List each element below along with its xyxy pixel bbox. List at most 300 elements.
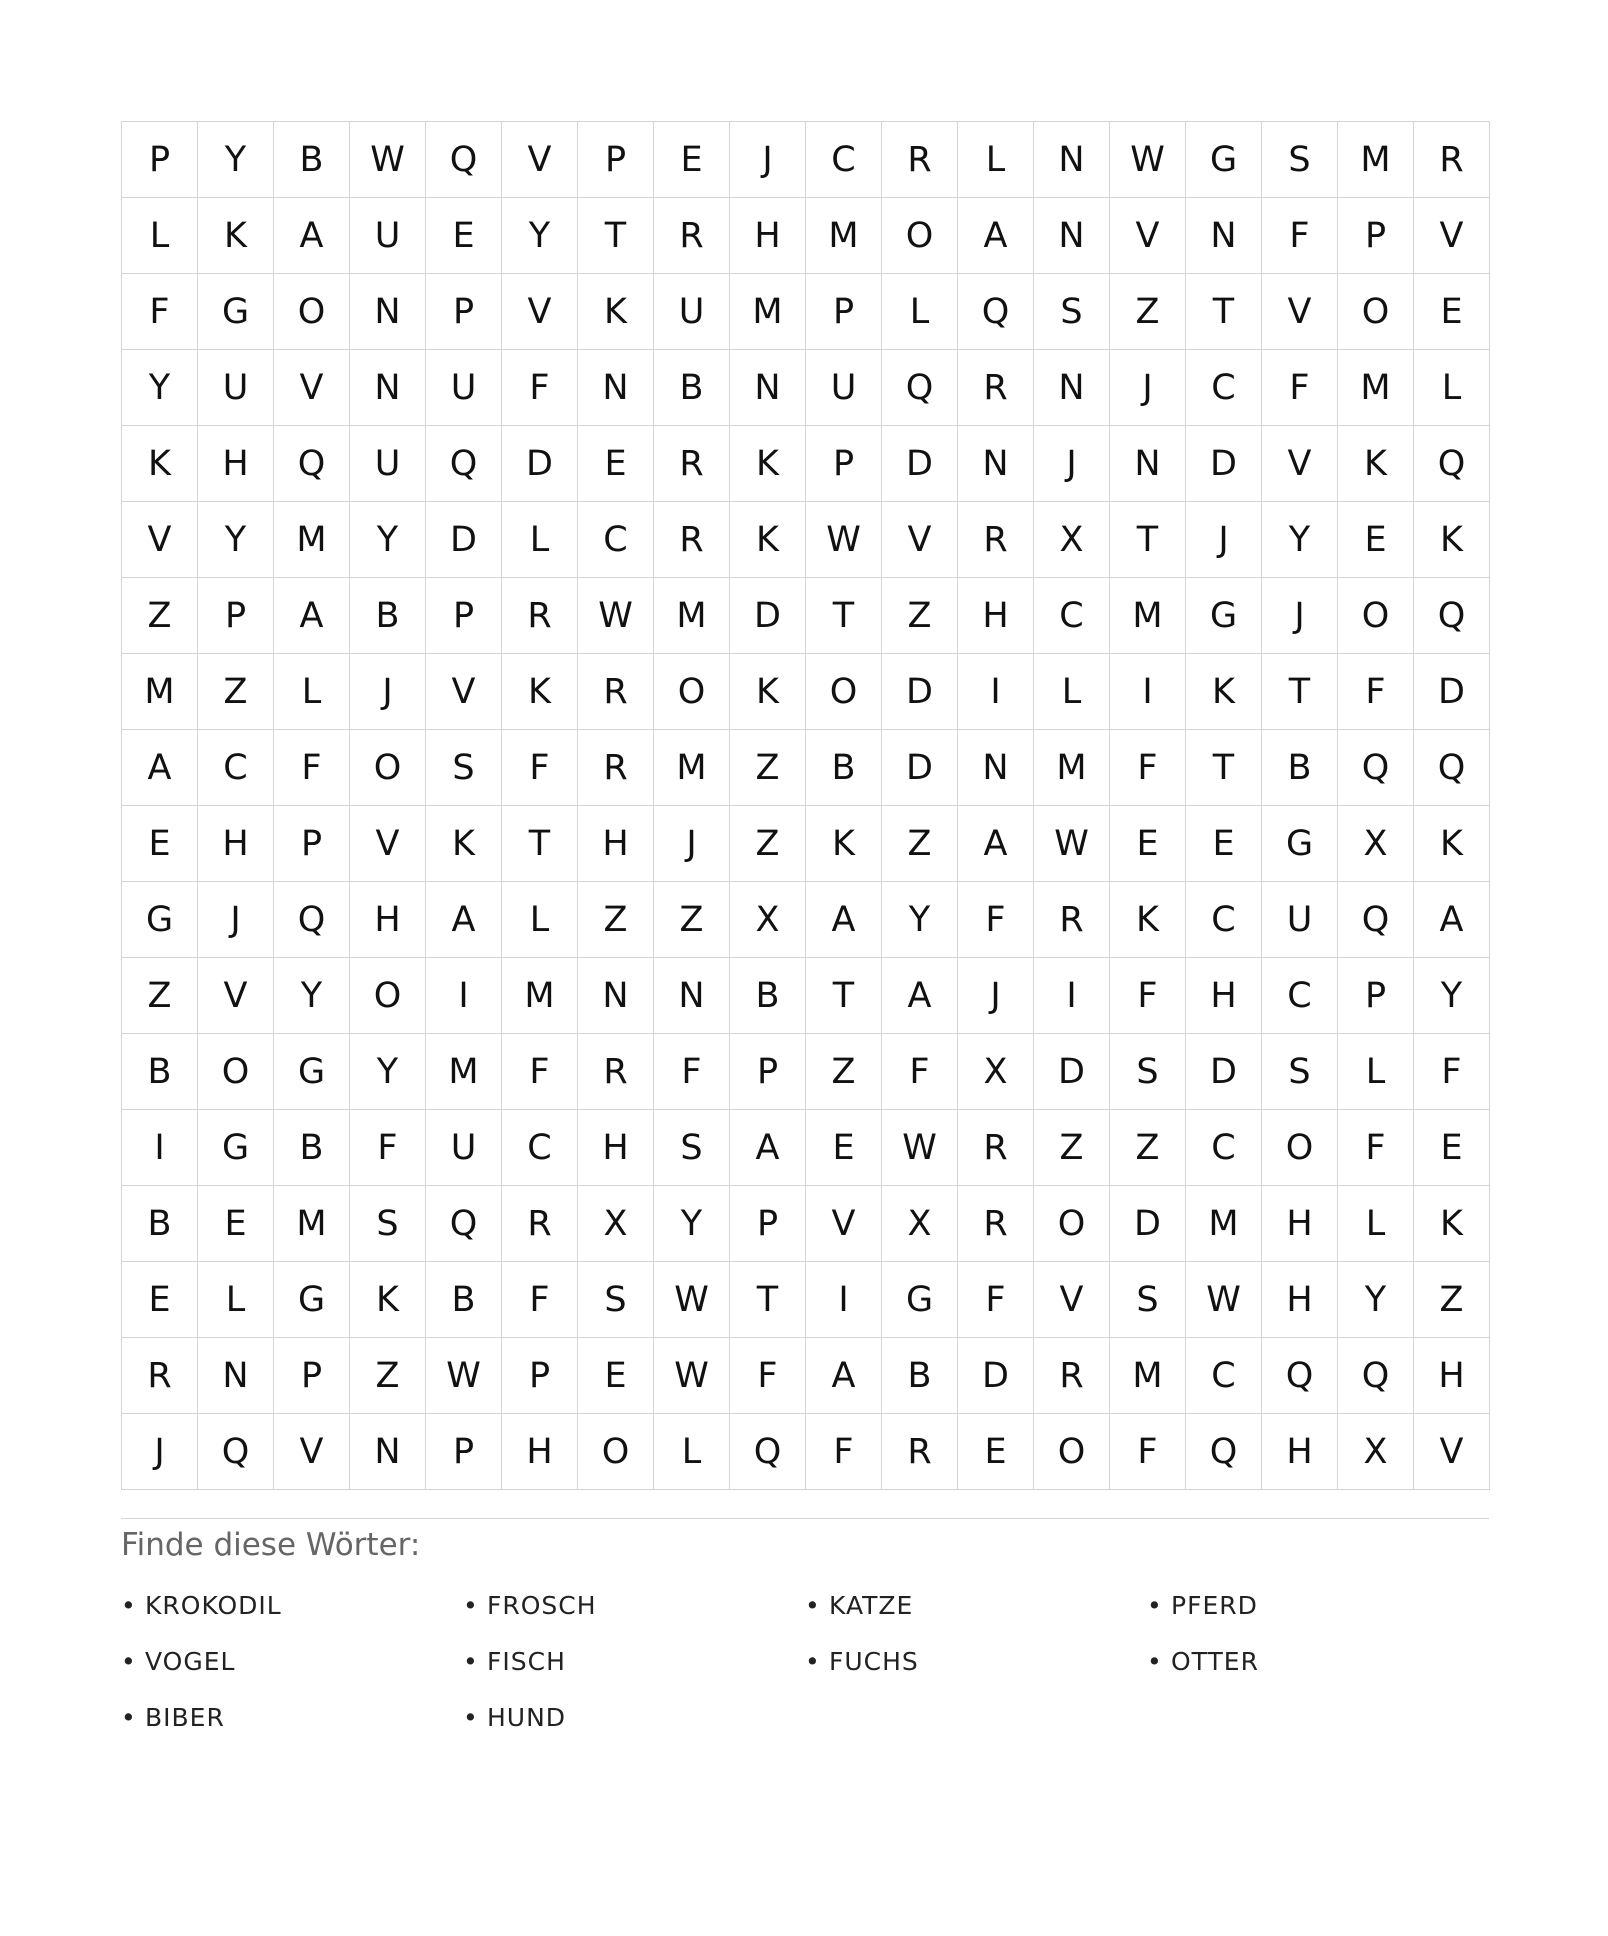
grid-cell[interactable]: X <box>1338 1414 1414 1490</box>
grid-cell[interactable]: A <box>426 882 502 958</box>
grid-cell[interactable]: W <box>1034 806 1110 882</box>
grid-cell[interactable]: V <box>198 958 274 1034</box>
grid-cell[interactable]: Q <box>1186 1414 1262 1490</box>
grid-cell[interactable]: K <box>122 426 198 502</box>
grid-cell[interactable]: E <box>1186 806 1262 882</box>
grid-cell[interactable]: H <box>730 198 806 274</box>
grid-cell[interactable]: V <box>350 806 426 882</box>
grid-cell[interactable]: V <box>1414 1414 1490 1490</box>
grid-cell[interactable]: Y <box>654 1186 730 1262</box>
grid-cell[interactable]: M <box>1034 730 1110 806</box>
grid-cell[interactable]: W <box>578 578 654 654</box>
grid-cell[interactable]: O <box>882 198 958 274</box>
grid-cell[interactable]: Q <box>274 882 350 958</box>
grid-cell[interactable]: L <box>1414 350 1490 426</box>
grid-cell[interactable]: M <box>1338 350 1414 426</box>
grid-cell[interactable]: N <box>730 350 806 426</box>
grid-cell[interactable]: M <box>1110 1338 1186 1414</box>
grid-cell[interactable]: F <box>958 882 1034 958</box>
grid-cell[interactable]: R <box>1034 1338 1110 1414</box>
grid-cell[interactable]: U <box>654 274 730 350</box>
grid-cell[interactable]: N <box>1186 198 1262 274</box>
grid-cell[interactable]: R <box>958 1186 1034 1262</box>
grid-cell[interactable]: T <box>502 806 578 882</box>
grid-cell[interactable]: F <box>654 1034 730 1110</box>
grid-cell[interactable]: X <box>730 882 806 958</box>
grid-cell[interactable]: U <box>198 350 274 426</box>
grid-cell[interactable]: A <box>274 198 350 274</box>
grid-cell[interactable]: B <box>274 1110 350 1186</box>
grid-cell[interactable]: J <box>1186 502 1262 578</box>
grid-cell[interactable]: X <box>882 1186 958 1262</box>
grid-cell[interactable]: V <box>1414 198 1490 274</box>
grid-cell[interactable]: P <box>502 1338 578 1414</box>
grid-cell[interactable]: Q <box>1414 578 1490 654</box>
grid-cell[interactable]: Q <box>958 274 1034 350</box>
grid-cell[interactable]: B <box>882 1338 958 1414</box>
grid-cell[interactable]: S <box>1110 1262 1186 1338</box>
grid-cell[interactable]: M <box>654 730 730 806</box>
grid-cell[interactable]: L <box>274 654 350 730</box>
grid-cell[interactable]: L <box>958 122 1034 198</box>
grid-cell[interactable]: N <box>1110 426 1186 502</box>
grid-cell[interactable]: U <box>350 426 426 502</box>
grid-cell[interactable]: M <box>806 198 882 274</box>
grid-cell[interactable]: Y <box>882 882 958 958</box>
grid-cell[interactable]: R <box>958 350 1034 426</box>
grid-cell[interactable]: D <box>1186 1034 1262 1110</box>
grid-cell[interactable]: R <box>882 122 958 198</box>
grid-cell[interactable]: M <box>502 958 578 1034</box>
grid-cell[interactable]: G <box>882 1262 958 1338</box>
grid-cell[interactable]: Q <box>198 1414 274 1490</box>
grid-cell[interactable]: D <box>426 502 502 578</box>
grid-cell[interactable]: W <box>806 502 882 578</box>
grid-cell[interactable]: U <box>426 1110 502 1186</box>
grid-cell[interactable]: R <box>502 578 578 654</box>
grid-cell[interactable]: G <box>274 1262 350 1338</box>
grid-cell[interactable]: G <box>122 882 198 958</box>
grid-cell[interactable]: Z <box>882 578 958 654</box>
grid-cell[interactable]: F <box>1338 654 1414 730</box>
grid-cell[interactable]: V <box>426 654 502 730</box>
grid-cell[interactable]: Q <box>1338 882 1414 958</box>
grid-cell[interactable]: A <box>274 578 350 654</box>
grid-cell[interactable]: T <box>1186 274 1262 350</box>
grid-cell[interactable]: W <box>426 1338 502 1414</box>
grid-cell[interactable]: A <box>958 198 1034 274</box>
grid-cell[interactable]: D <box>1186 426 1262 502</box>
grid-cell[interactable]: D <box>1034 1034 1110 1110</box>
grid-cell[interactable]: T <box>1262 654 1338 730</box>
grid-cell[interactable]: O <box>1338 578 1414 654</box>
grid-cell[interactable]: X <box>1338 806 1414 882</box>
grid-cell[interactable]: B <box>274 122 350 198</box>
grid-cell[interactable]: N <box>654 958 730 1034</box>
grid-cell[interactable]: D <box>882 730 958 806</box>
grid-cell[interactable]: N <box>350 1414 426 1490</box>
grid-cell[interactable]: O <box>806 654 882 730</box>
grid-cell[interactable]: R <box>654 198 730 274</box>
grid-cell[interactable]: K <box>1338 426 1414 502</box>
grid-cell[interactable]: Z <box>730 806 806 882</box>
grid-cell[interactable]: E <box>654 122 730 198</box>
grid-cell[interactable]: E <box>198 1186 274 1262</box>
grid-cell[interactable]: U <box>350 198 426 274</box>
grid-cell[interactable]: M <box>1110 578 1186 654</box>
grid-cell[interactable]: T <box>1110 502 1186 578</box>
grid-cell[interactable]: G <box>198 1110 274 1186</box>
grid-cell[interactable]: W <box>882 1110 958 1186</box>
grid-cell[interactable]: P <box>274 1338 350 1414</box>
grid-cell[interactable]: U <box>1262 882 1338 958</box>
grid-cell[interactable]: M <box>730 274 806 350</box>
grid-cell[interactable]: K <box>1186 654 1262 730</box>
grid-cell[interactable]: Y <box>198 122 274 198</box>
grid-cell[interactable]: C <box>198 730 274 806</box>
grid-cell[interactable]: H <box>958 578 1034 654</box>
grid-cell[interactable]: L <box>654 1414 730 1490</box>
grid-cell[interactable]: F <box>350 1110 426 1186</box>
grid-cell[interactable]: S <box>426 730 502 806</box>
grid-cell[interactable]: E <box>806 1110 882 1186</box>
grid-cell[interactable]: S <box>1034 274 1110 350</box>
grid-cell[interactable]: N <box>1034 350 1110 426</box>
grid-cell[interactable]: L <box>502 882 578 958</box>
grid-cell[interactable]: N <box>1034 122 1110 198</box>
grid-cell[interactable]: C <box>1186 1110 1262 1186</box>
grid-cell[interactable]: O <box>654 654 730 730</box>
grid-cell[interactable]: Z <box>1034 1110 1110 1186</box>
grid-cell[interactable]: F <box>806 1414 882 1490</box>
grid-cell[interactable]: Q <box>426 426 502 502</box>
grid-cell[interactable]: X <box>1034 502 1110 578</box>
grid-cell[interactable]: F <box>274 730 350 806</box>
grid-cell[interactable]: H <box>198 426 274 502</box>
grid-cell[interactable]: F <box>1110 958 1186 1034</box>
grid-cell[interactable]: P <box>198 578 274 654</box>
grid-cell[interactable]: A <box>806 882 882 958</box>
grid-cell[interactable]: S <box>654 1110 730 1186</box>
grid-cell[interactable]: W <box>1186 1262 1262 1338</box>
grid-cell[interactable]: U <box>426 350 502 426</box>
grid-cell[interactable]: O <box>350 730 426 806</box>
grid-cell[interactable]: D <box>1414 654 1490 730</box>
grid-cell[interactable]: J <box>654 806 730 882</box>
grid-cell[interactable]: E <box>1338 502 1414 578</box>
grid-cell[interactable]: R <box>578 1034 654 1110</box>
grid-cell[interactable]: O <box>350 958 426 1034</box>
grid-cell[interactable]: L <box>1338 1186 1414 1262</box>
grid-cell[interactable]: Z <box>1110 274 1186 350</box>
grid-cell[interactable]: A <box>958 806 1034 882</box>
grid-cell[interactable]: H <box>1186 958 1262 1034</box>
grid-cell[interactable]: O <box>1338 274 1414 350</box>
grid-cell[interactable]: M <box>1186 1186 1262 1262</box>
grid-cell[interactable]: G <box>1186 578 1262 654</box>
grid-cell[interactable]: O <box>1034 1414 1110 1490</box>
grid-cell[interactable]: V <box>1110 198 1186 274</box>
grid-cell[interactable]: H <box>350 882 426 958</box>
grid-cell[interactable]: M <box>122 654 198 730</box>
grid-cell[interactable]: R <box>502 1186 578 1262</box>
grid-cell[interactable]: H <box>578 806 654 882</box>
grid-cell[interactable]: V <box>274 1414 350 1490</box>
grid-cell[interactable]: M <box>426 1034 502 1110</box>
grid-cell[interactable]: Y <box>350 502 426 578</box>
grid-cell[interactable]: X <box>578 1186 654 1262</box>
grid-cell[interactable]: T <box>578 198 654 274</box>
grid-cell[interactable]: Q <box>274 426 350 502</box>
grid-cell[interactable]: Y <box>502 198 578 274</box>
grid-cell[interactable]: I <box>1034 958 1110 1034</box>
grid-cell[interactable]: Q <box>1262 1338 1338 1414</box>
grid-cell[interactable]: J <box>1262 578 1338 654</box>
grid-cell[interactable]: R <box>1414 122 1490 198</box>
grid-cell[interactable]: T <box>806 958 882 1034</box>
grid-cell[interactable]: H <box>578 1110 654 1186</box>
grid-cell[interactable]: E <box>1414 274 1490 350</box>
grid-cell[interactable]: B <box>1262 730 1338 806</box>
grid-cell[interactable]: C <box>1034 578 1110 654</box>
grid-cell[interactable]: P <box>806 274 882 350</box>
grid-cell[interactable]: P <box>426 274 502 350</box>
grid-cell[interactable]: P <box>806 426 882 502</box>
grid-cell[interactable]: C <box>1186 350 1262 426</box>
grid-cell[interactable]: P <box>426 578 502 654</box>
grid-cell[interactable]: V <box>122 502 198 578</box>
grid-cell[interactable]: Q <box>426 122 502 198</box>
grid-cell[interactable]: E <box>122 1262 198 1338</box>
grid-cell[interactable]: H <box>1262 1414 1338 1490</box>
grid-cell[interactable]: V <box>502 274 578 350</box>
grid-cell[interactable]: J <box>1110 350 1186 426</box>
grid-cell[interactable]: N <box>350 350 426 426</box>
grid-cell[interactable]: A <box>882 958 958 1034</box>
grid-cell[interactable]: F <box>1110 1414 1186 1490</box>
grid-cell[interactable]: Z <box>578 882 654 958</box>
grid-cell[interactable]: K <box>578 274 654 350</box>
grid-cell[interactable]: V <box>1262 274 1338 350</box>
grid-cell[interactable]: C <box>502 1110 578 1186</box>
grid-cell[interactable]: V <box>1262 426 1338 502</box>
grid-cell[interactable]: D <box>958 1338 1034 1414</box>
grid-cell[interactable]: F <box>882 1034 958 1110</box>
grid-cell[interactable]: B <box>654 350 730 426</box>
grid-cell[interactable]: K <box>198 198 274 274</box>
grid-cell[interactable]: Q <box>1338 1338 1414 1414</box>
grid-cell[interactable]: W <box>350 122 426 198</box>
grid-cell[interactable]: A <box>730 1110 806 1186</box>
grid-cell[interactable]: Q <box>882 350 958 426</box>
grid-cell[interactable]: Z <box>806 1034 882 1110</box>
grid-cell[interactable]: M <box>654 578 730 654</box>
grid-cell[interactable]: V <box>882 502 958 578</box>
grid-cell[interactable]: Q <box>1414 730 1490 806</box>
grid-cell[interactable]: C <box>1262 958 1338 1034</box>
grid-cell[interactable]: F <box>502 1034 578 1110</box>
grid-cell[interactable]: F <box>1262 350 1338 426</box>
grid-cell[interactable]: B <box>426 1262 502 1338</box>
grid-cell[interactable]: Y <box>1414 958 1490 1034</box>
grid-cell[interactable]: J <box>198 882 274 958</box>
grid-cell[interactable]: L <box>1338 1034 1414 1110</box>
grid-cell[interactable]: S <box>1110 1034 1186 1110</box>
grid-cell[interactable]: R <box>958 502 1034 578</box>
grid-cell[interactable]: O <box>274 274 350 350</box>
grid-cell[interactable]: K <box>730 502 806 578</box>
grid-cell[interactable]: F <box>502 350 578 426</box>
grid-cell[interactable]: K <box>1414 502 1490 578</box>
grid-cell[interactable]: Y <box>1262 502 1338 578</box>
grid-cell[interactable]: K <box>502 654 578 730</box>
grid-cell[interactable]: G <box>274 1034 350 1110</box>
grid-cell[interactable]: R <box>578 730 654 806</box>
grid-cell[interactable]: V <box>502 122 578 198</box>
grid-cell[interactable]: C <box>578 502 654 578</box>
grid-cell[interactable]: Z <box>350 1338 426 1414</box>
grid-cell[interactable]: I <box>1110 654 1186 730</box>
grid-cell[interactable]: E <box>1414 1110 1490 1186</box>
grid-cell[interactable]: E <box>958 1414 1034 1490</box>
grid-cell[interactable]: N <box>1034 198 1110 274</box>
grid-cell[interactable]: Q <box>426 1186 502 1262</box>
grid-cell[interactable]: A <box>1414 882 1490 958</box>
grid-cell[interactable]: M <box>1338 122 1414 198</box>
grid-cell[interactable]: T <box>730 1262 806 1338</box>
grid-cell[interactable]: W <box>654 1338 730 1414</box>
grid-cell[interactable]: D <box>502 426 578 502</box>
grid-cell[interactable]: Y <box>350 1034 426 1110</box>
grid-cell[interactable]: H <box>198 806 274 882</box>
grid-cell[interactable]: E <box>426 198 502 274</box>
grid-cell[interactable]: Q <box>1338 730 1414 806</box>
grid-cell[interactable]: W <box>654 1262 730 1338</box>
grid-cell[interactable]: N <box>350 274 426 350</box>
grid-cell[interactable]: S <box>1262 1034 1338 1110</box>
grid-cell[interactable]: J <box>958 958 1034 1034</box>
grid-cell[interactable]: I <box>958 654 1034 730</box>
grid-cell[interactable]: L <box>1034 654 1110 730</box>
grid-cell[interactable]: D <box>730 578 806 654</box>
grid-cell[interactable]: P <box>1338 958 1414 1034</box>
grid-cell[interactable]: P <box>274 806 350 882</box>
grid-cell[interactable]: Y <box>274 958 350 1034</box>
grid-cell[interactable]: W <box>1110 122 1186 198</box>
grid-cell[interactable]: I <box>122 1110 198 1186</box>
grid-cell[interactable]: S <box>578 1262 654 1338</box>
grid-cell[interactable]: K <box>1110 882 1186 958</box>
grid-cell[interactable]: D <box>1110 1186 1186 1262</box>
grid-cell[interactable]: G <box>1186 122 1262 198</box>
grid-cell[interactable]: E <box>578 426 654 502</box>
grid-cell[interactable]: Y <box>122 350 198 426</box>
grid-cell[interactable]: N <box>198 1338 274 1414</box>
grid-cell[interactable]: J <box>1034 426 1110 502</box>
grid-cell[interactable]: F <box>1262 198 1338 274</box>
grid-cell[interactable]: Z <box>1414 1262 1490 1338</box>
grid-cell[interactable]: S <box>1262 122 1338 198</box>
grid-cell[interactable]: E <box>578 1338 654 1414</box>
grid-cell[interactable]: N <box>958 730 1034 806</box>
grid-cell[interactable]: F <box>1110 730 1186 806</box>
grid-cell[interactable]: E <box>122 806 198 882</box>
grid-cell[interactable]: D <box>882 654 958 730</box>
grid-cell[interactable]: T <box>806 578 882 654</box>
grid-cell[interactable]: L <box>198 1262 274 1338</box>
grid-cell[interactable]: O <box>198 1034 274 1110</box>
grid-cell[interactable]: Z <box>1110 1110 1186 1186</box>
grid-cell[interactable]: P <box>730 1186 806 1262</box>
grid-cell[interactable]: E <box>1110 806 1186 882</box>
grid-cell[interactable]: K <box>806 806 882 882</box>
grid-cell[interactable]: J <box>730 122 806 198</box>
grid-cell[interactable]: O <box>1262 1110 1338 1186</box>
grid-cell[interactable]: B <box>350 578 426 654</box>
grid-cell[interactable]: K <box>350 1262 426 1338</box>
grid-cell[interactable]: B <box>122 1186 198 1262</box>
grid-cell[interactable]: L <box>122 198 198 274</box>
grid-cell[interactable]: F <box>1414 1034 1490 1110</box>
grid-cell[interactable]: K <box>426 806 502 882</box>
grid-cell[interactable]: F <box>958 1262 1034 1338</box>
grid-cell[interactable]: U <box>806 350 882 426</box>
grid-cell[interactable]: N <box>578 958 654 1034</box>
grid-cell[interactable]: Q <box>730 1414 806 1490</box>
grid-cell[interactable]: V <box>1034 1262 1110 1338</box>
grid-cell[interactable]: P <box>426 1414 502 1490</box>
grid-cell[interactable]: K <box>1414 1186 1490 1262</box>
grid-cell[interactable]: V <box>274 350 350 426</box>
grid-cell[interactable]: P <box>122 122 198 198</box>
grid-cell[interactable]: R <box>1034 882 1110 958</box>
grid-cell[interactable]: Z <box>122 958 198 1034</box>
grid-cell[interactable]: R <box>122 1338 198 1414</box>
grid-cell[interactable]: Y <box>1338 1262 1414 1338</box>
grid-cell[interactable]: P <box>1338 198 1414 274</box>
grid-cell[interactable]: K <box>1414 806 1490 882</box>
grid-cell[interactable]: R <box>654 502 730 578</box>
grid-cell[interactable]: F <box>502 730 578 806</box>
grid-cell[interactable]: B <box>122 1034 198 1110</box>
grid-cell[interactable]: R <box>578 654 654 730</box>
grid-cell[interactable]: F <box>122 274 198 350</box>
grid-cell[interactable]: B <box>730 958 806 1034</box>
grid-cell[interactable]: Z <box>882 806 958 882</box>
grid-cell[interactable]: A <box>122 730 198 806</box>
grid-cell[interactable]: G <box>198 274 274 350</box>
grid-cell[interactable]: P <box>730 1034 806 1110</box>
grid-cell[interactable]: A <box>806 1338 882 1414</box>
grid-cell[interactable]: C <box>1186 1338 1262 1414</box>
grid-cell[interactable]: K <box>730 654 806 730</box>
grid-cell[interactable]: R <box>882 1414 958 1490</box>
grid-cell[interactable]: Z <box>654 882 730 958</box>
grid-cell[interactable]: I <box>426 958 502 1034</box>
grid-cell[interactable]: T <box>1186 730 1262 806</box>
grid-cell[interactable]: S <box>350 1186 426 1262</box>
grid-cell[interactable]: G <box>1262 806 1338 882</box>
grid-cell[interactable]: Z <box>198 654 274 730</box>
grid-cell[interactable]: O <box>578 1414 654 1490</box>
grid-cell[interactable]: Z <box>730 730 806 806</box>
grid-cell[interactable]: F <box>730 1338 806 1414</box>
grid-cell[interactable]: H <box>1262 1186 1338 1262</box>
grid-cell[interactable]: O <box>1034 1186 1110 1262</box>
grid-cell[interactable]: V <box>806 1186 882 1262</box>
grid-cell[interactable]: P <box>578 122 654 198</box>
grid-cell[interactable]: L <box>502 502 578 578</box>
